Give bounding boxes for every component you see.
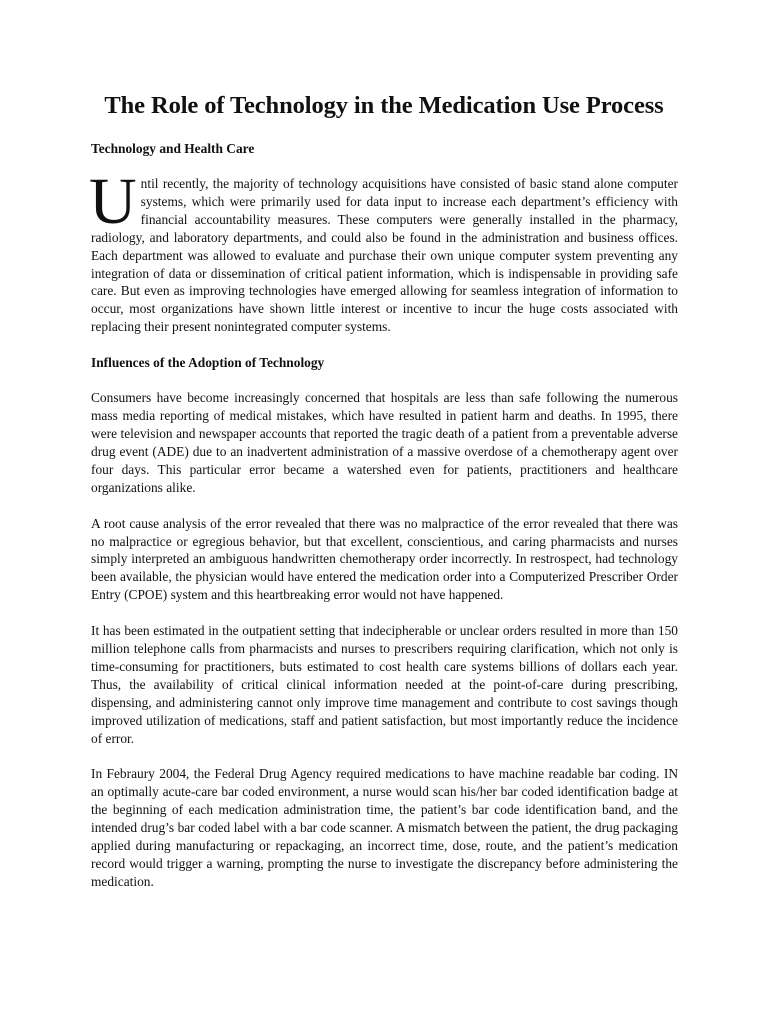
paragraph-outpatient: It has been estimated in the outpatient setting that indecipherable or unclear orders resulted in more than 150 million telephone calls from pharmacists and nurses to prescribers requiring clarification, which not only is time-consuming for practitioners, buts estimated to cost health care systems billions of dollars each year. Thus, the availability of critical clinical information needed at the point-of-care during prescribing, dispensing, and administering cannot only improve time management and contribute to cost savings though improved utilization of medications, staff and patient satisfaction, but most importantly reduce the incidence of error. xyxy=(91,623,678,746)
document-body xyxy=(91,140,678,891)
paragraph-bar-coding: In Febraury 2004, the Federal Drug Agency required medications to have machine readable bar coding. IN an optimally acute-care bar coded environment, a nurse would scan his/her bar coded identification badge at the beginning of each medication administration time, the patient’s bar code identification band, and the intended drug’s bar coded label with a bar code scanner. A mismatch between the patient, the drug packaging applied during manufacturing or repackaging, an incorrect time, dose, route, and the patient’s medication record would trigger a warning, prompting the nurse to investigate the discrepancy before administering the medication. xyxy=(91,766,678,889)
section-heading-influences: Influences of the Adoption of Technology xyxy=(91,355,325,371)
paragraph-root-cause: A root cause analysis of the error revealed that there was no malpractice of the error revealed that there was no malpractice or egregious behavior, but that excellent, conscientious, and caring pharmacists and nurses simply interpreted an ambiguous handwritten chemotherapy order incorrectly. In restrospect, had technology been available, the physician would have entered the medication order into a Computerized Prescriber Order Entry (CPOE) system and this heartbreaking error would not have happened. xyxy=(91,515,678,603)
document-title: The Role of Technology in the Medication Use Process xyxy=(104,92,664,119)
drop-cap: U xyxy=(89,165,137,238)
paragraph-intro-text: ntil recently, the majority of technology acquisitions have consisted of basic stand alone computer systems, which were primarily used for data input to increase each department’s efficiency with financial accountability measures. These computers were generally installed in the pharmacy, radiology, and laboratory departments, and could also be found in the administration and business offices. Each department was allowed to evaluate and purchase their own unique computer system preventing any integration of data or dissemination of critical patient information, which is indispensable in providing safe care. But even as improving technologies have emerged allowing for seamless integration of information to occur, most organizations have shown little interest or incentive to incur the huge costs associated with replacing their present nonintegrated computer systems. xyxy=(91,176,678,335)
paragraph-consumers: Consumers have become increasingly concerned that hospitals are less than safe following the numerous mass media reporting of medical mistakes, which have resulted in patient harm and deaths. In 1995, there were television and newspaper accounts that reported the tragic death of a patient from a preventable adverse drug event (ADE) due to an inadvertent administration of a massive overdose of a chemotherapy agent over four days. This particular error became a watershed even for patients, practitioners and healthcare organizations alike. xyxy=(91,390,678,495)
section-heading-technology-health-care: Technology and Health Care xyxy=(91,141,255,156)
paragraph-intro xyxy=(89,165,678,336)
